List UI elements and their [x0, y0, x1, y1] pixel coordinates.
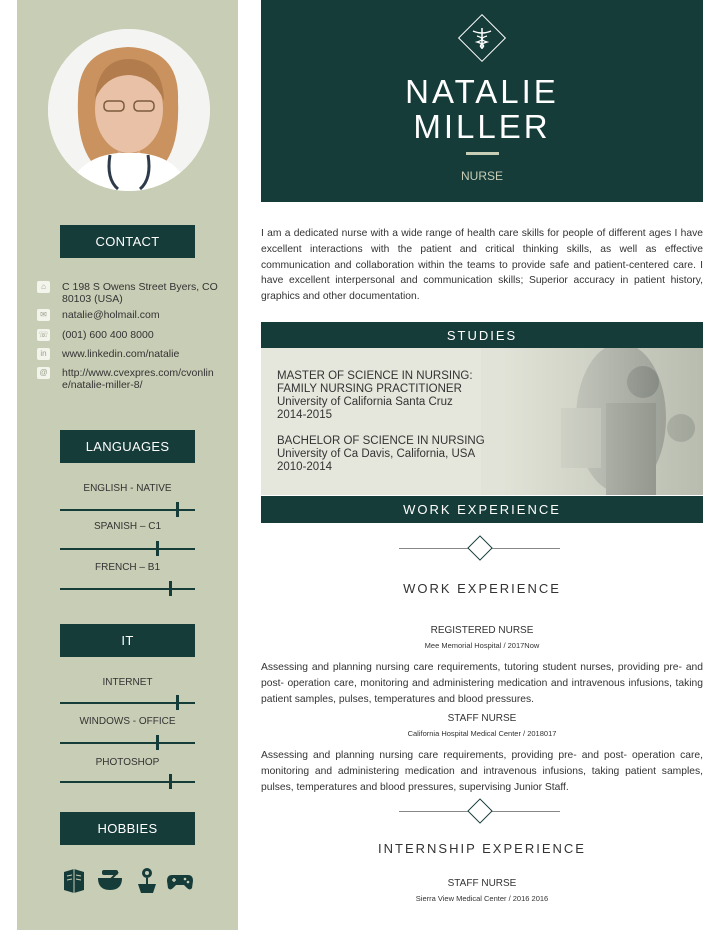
study-school: University of California Santa Cruz — [277, 396, 453, 408]
it-section-title: IT — [60, 624, 195, 657]
web-icon: @ — [37, 367, 50, 379]
phone-icon: ☏ — [38, 330, 49, 339]
study-years: 2010-2014 — [277, 461, 332, 473]
language-label: ENGLISH - NATIVE — [83, 483, 172, 494]
linkedin-icon: in — [37, 348, 50, 360]
divider-diamond — [467, 535, 492, 560]
it-skill-level-marker — [169, 774, 172, 789]
last-name: MILLER — [413, 108, 551, 145]
study-degree: BACHELOR OF SCIENCE IN NURSING — [277, 435, 485, 447]
divider-diamond — [467, 798, 492, 823]
contact-section-title: CONTACT — [60, 225, 195, 258]
languages-section-title: LANGUAGES — [60, 430, 195, 463]
job-description: Assessing and planning nursing care requirements, providing pre- and post- operation care, monitoring and administering medication and intravenous infusions, taking patient samples, pulses, temperatures and blood pressures, supervising Junior Staff. — [261, 750, 703, 793]
studies-section-title: STUDIES — [261, 322, 703, 349]
language-label: FRENCH – B1 — [94, 562, 160, 573]
study-degree-specialty: FAMILY NURSING PRACTITIONER — [277, 383, 462, 395]
home-icon: ⌂ — [37, 281, 50, 293]
hobbies-section-title: HOBBIES — [60, 812, 195, 845]
reading-icon — [60, 866, 88, 894]
it-skill-level-bar — [60, 702, 195, 704]
contact-email-text[interactable]: natalie@holmail.com — [62, 309, 160, 321]
work-heading: WORK EXPERIENCE — [403, 581, 561, 596]
contact-address-text: C 198 S Owens Street Byers, CO 80103 (USA) — [62, 281, 218, 305]
study-years: 2014-2015 — [277, 409, 332, 421]
study-degree: MASTER OF SCIENCE IN NURSING: — [277, 370, 473, 382]
language-level-bar — [60, 509, 195, 511]
gardening-icon — [133, 866, 161, 894]
caduceus-icon — [468, 26, 496, 50]
contact-linkedin-text[interactable]: www.linkedin.com/natalie — [62, 348, 180, 360]
job-title: REGISTERED NURSE — [430, 625, 534, 636]
it-skill-label: PHOTOSHOP — [95, 757, 160, 768]
work-section-title: WORK EXPERIENCE — [261, 496, 703, 523]
language-label: SPANISH – C1 — [93, 521, 162, 532]
language-level-marker — [176, 502, 179, 517]
job-employer: California Hospital Medical Center / 2018017 — [407, 729, 557, 738]
cooking-icon — [96, 866, 124, 894]
it-skill-label: INTERNET — [102, 677, 153, 688]
internship-title: STAFF NURSE — [447, 878, 517, 889]
contact-phone-text: (001) 600 400 8000 — [62, 329, 154, 341]
contact-website-text[interactable]: http://www.cvexpres.com/cvonline/natalie-miller-8/ — [62, 367, 214, 391]
language-level-bar — [60, 548, 195, 550]
it-skill-label: WINDOWS - OFFICE — [79, 716, 176, 727]
profile-summary: I am a dedicated nurse with a wide range of health care skills for people of different ages I have excellent interactions with the patient and critical thinking skills, as well as effective communication and collaboration within the teams to provide safe and patient-centered care. I have excellent interpersonal and communication skills; Superior accuracy in patient history, graphics and other documentation. — [261, 228, 703, 303]
it-skill-level-bar — [60, 781, 195, 783]
language-level-bar — [60, 588, 195, 590]
study-school: University of Ca Davis, California, USA — [277, 448, 476, 460]
it-skill-level-marker — [156, 735, 159, 750]
job-employer: Mee Memorial Hospital / 2017Now — [424, 641, 540, 650]
first-name: NATALIE — [405, 73, 559, 110]
gaming-icon — [166, 866, 194, 894]
email-icon: ✉ — [37, 309, 50, 321]
language-level-marker — [169, 581, 172, 596]
it-skill-level-marker — [176, 695, 179, 710]
job-role: NURSE — [460, 169, 503, 183]
internship-heading: INTERNSHIP EXPERIENCE — [378, 841, 586, 856]
name-underline — [466, 152, 499, 155]
profile-photo — [48, 29, 210, 191]
job-description: Assessing and planning nursing care requirements, tutoring student nurses, providing pre- and post- operation care, monitoring and administering medication and intravenous infusions, taking patient samples, pulses, temperatures and blood pressures. — [261, 662, 703, 705]
job-title: STAFF NURSE — [447, 713, 517, 724]
it-skill-level-bar — [60, 742, 195, 744]
language-level-marker — [156, 541, 159, 556]
internship-employer: Sierra View Medical Center / 2016 2016 — [415, 894, 549, 903]
